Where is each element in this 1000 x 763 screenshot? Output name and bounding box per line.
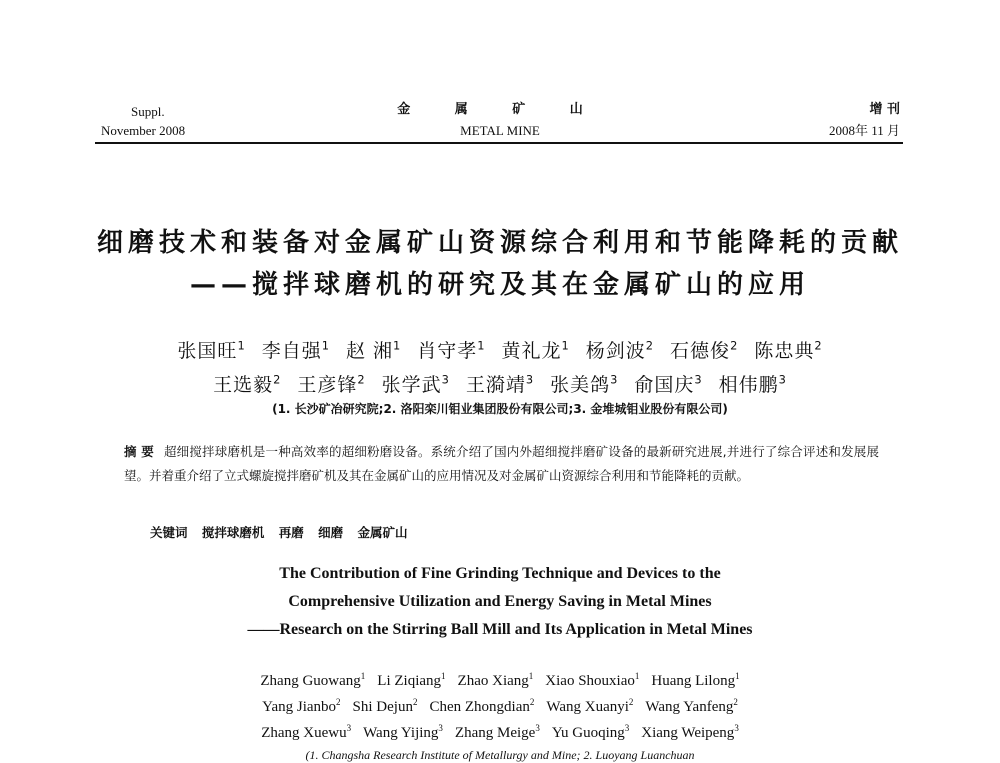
- en-author: Zhao Xiang$^1$: [457, 671, 534, 689]
- header-supplement-cn: 增 刊: [869, 102, 900, 117]
- cn-author: 张国旺$^1$: [177, 338, 246, 362]
- en-author: Huang Lilong$^1$: [651, 671, 740, 689]
- en-author: Li Ziqiang$^1$: [377, 671, 446, 689]
- keyword-item: 再磨: [278, 525, 304, 540]
- authors-en-row1: [0, 668, 1000, 694]
- en-author: Wang Yanfeng$^2$: [645, 697, 738, 715]
- cn-author: 陈忠典$^2$: [754, 338, 823, 362]
- cn-author: 李自强$^1$: [261, 338, 330, 362]
- abstract-cn: [124, 440, 879, 488]
- en-author: Yang Jianbo$^2$: [262, 697, 341, 715]
- authors-cn-row1: [0, 336, 1000, 363]
- en-author: Chen Zhongdian$^2$: [429, 697, 535, 715]
- cn-author: 俞国庆$^3$: [634, 372, 703, 396]
- abstract-label: 摘 要: [124, 444, 154, 459]
- en-author: Zhang Guowang$^1$: [260, 671, 366, 689]
- cn-author: 石德俊$^2$: [670, 338, 739, 362]
- affiliations-cn: (1. 长沙矿冶研究院;2. 洛阳栾川钼业集团股份有限公司;3. 金堆城钼业股份有限公司): [272, 402, 728, 416]
- cn-author: 张美鸽$^3$: [550, 372, 619, 396]
- title-en-line1: The Contribution of Fine Grinding Technique and Devices to the: [279, 565, 721, 582]
- title-en-line3: ——Research on the Stirring Ball Mill and Its Application in Metal Mines: [247, 621, 753, 638]
- cn-author: 肖守孝$^1$: [417, 338, 486, 362]
- cn-author: 相伟鹏$^3$: [718, 372, 787, 396]
- authors-cn-row2: [0, 370, 1000, 397]
- header-date: November 2008: [101, 123, 186, 138]
- en-author: Zhang Meige$^3$: [454, 723, 540, 741]
- keyword-item: 金属矿山: [357, 525, 408, 540]
- title-cn-line1: 细磨技术和装备对金属矿山资源综合利用和节能降耗的贡献: [96, 228, 903, 258]
- keywords-cn: [150, 523, 418, 541]
- en-author: Shi Dejun$^2$: [352, 697, 418, 715]
- keyword-item: 搅拌球磨机: [201, 525, 265, 540]
- en-author: Wang Xuanyi$^2$: [546, 697, 634, 715]
- cn-author: 杨剑波$^2$: [585, 338, 655, 362]
- cn-author: 王漪靖$^3$: [465, 372, 535, 396]
- en-author: Xiang Weipeng$^3$: [641, 723, 739, 741]
- header-date-cn: 2008年 11 月: [828, 123, 900, 138]
- cn-author: 王选毅$^2$: [213, 372, 282, 396]
- authors-en-row2: [0, 694, 1000, 720]
- abstract-text: 超细搅拌球磨机是一种高效率的超细粉磨设备。系统介绍了国内外超细搅拌磨矿设备的最新研究进展,并进行了综合评述和发展展望。并着重介绍了立式螺旋搅拌磨矿机及其在金属矿山的应用情况及对金属矿山资源综合利用和节能降耗的贡献。: [124, 444, 879, 483]
- header-rule: [95, 142, 903, 144]
- en-author: Yu Guoqing$^3$: [551, 723, 630, 741]
- keyword-item: 细磨: [318, 525, 344, 540]
- cn-author: 赵 湘$^1$: [345, 338, 402, 362]
- cn-author: 王彦锋$^2$: [297, 372, 366, 396]
- cn-author: 黄礼龙$^1$: [501, 338, 570, 362]
- title-cn-line2: ——搅拌球磨机的研究及其在金属矿山的应用: [189, 270, 810, 300]
- affiliations-en: (1. Changsha Research Institute of Metallurgy and Mine; 2. Luoyang Luanchuan: [305, 748, 695, 762]
- en-author: Zhang Xuewu$^3$: [261, 723, 352, 741]
- header-journal-cn: 金 属 矿 山: [397, 102, 603, 117]
- en-author: Xiao Shouxiao$^1$: [545, 671, 640, 689]
- authors-en-row3: [0, 720, 1000, 746]
- keywords-label: 关键词: [150, 525, 188, 540]
- header-journal-en: METAL MINE: [460, 123, 540, 138]
- en-author: Wang Yijing$^3$: [363, 723, 443, 741]
- cn-author: 张学武$^3$: [381, 372, 450, 396]
- title-en-line2: Comprehensive Utilization and Energy Saving in Metal Mines: [288, 593, 712, 610]
- header-suppl: Suppl.: [131, 104, 165, 119]
